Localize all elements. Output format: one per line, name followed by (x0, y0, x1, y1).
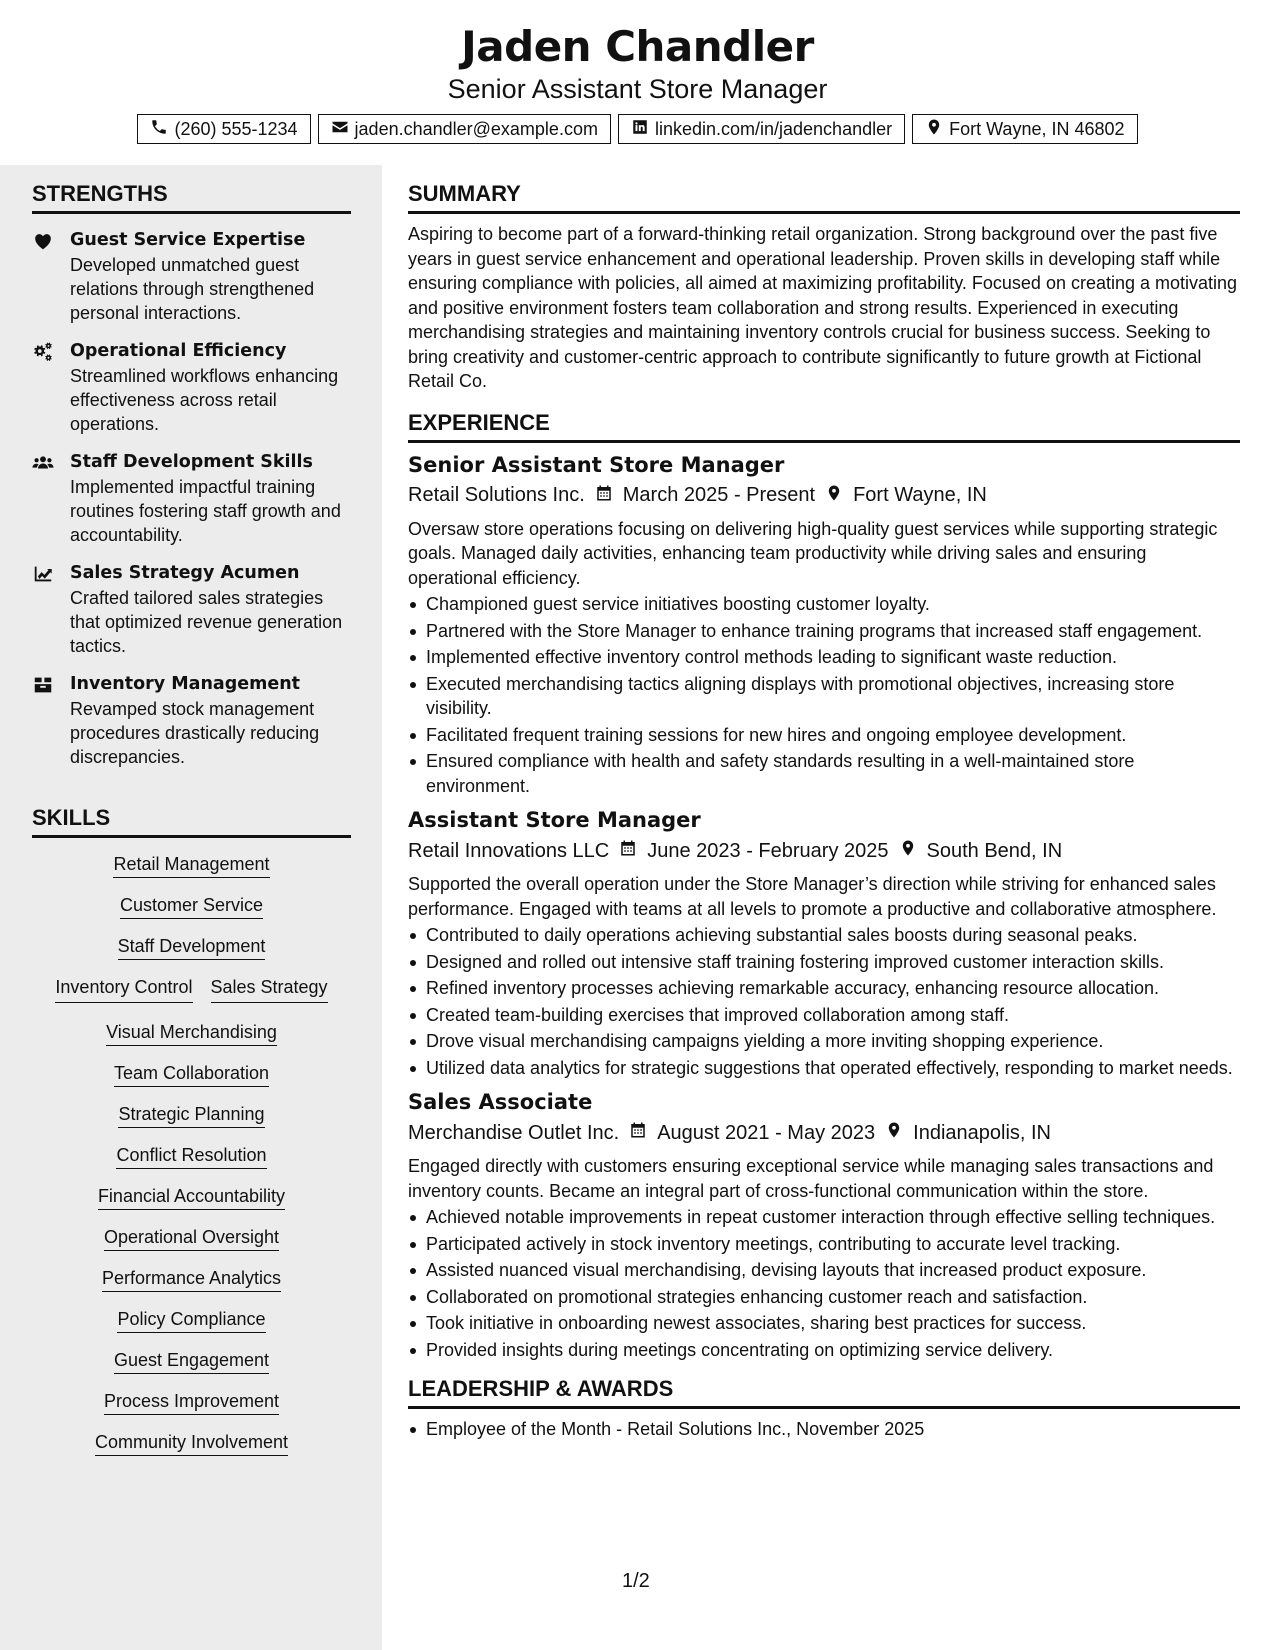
strength-item (32, 228, 351, 325)
strength-desc: Revamped stock management procedures drastically reducing discrepancies. (70, 699, 320, 767)
linkedin-icon (631, 118, 649, 141)
users-icon (32, 450, 70, 547)
skill-tag: Guest Engagement (114, 1350, 269, 1374)
list-item: Assisted nuanced visual merchandising, devising layouts that increased product exposure. (408, 1258, 1240, 1283)
job-location: Fort Wayne, IN (853, 484, 987, 506)
job-description: Supported the overall operation under the Store Manager’s direction while striving for enhanced sales performance. Engaged with teams at all levels to promote a productive and collaborative atmosphere. (408, 874, 1217, 919)
list-item: Achieved notable improvements in repeat customer interaction through effective selling techniques. (408, 1205, 1240, 1230)
skill-tag: Inventory Control (55, 975, 192, 1003)
contact-email[interactable] (318, 114, 611, 144)
list-item: Ensured compliance with health and safety standards resulting in a well-maintained store environment. (408, 749, 1240, 798)
map-pin-icon (925, 118, 943, 141)
job-title: Sales Associate (408, 1090, 593, 1114)
calendar-icon (595, 483, 613, 509)
map-pin-icon (885, 1120, 903, 1146)
list-item: Drove visual merchandising campaigns yielding a more inviting shopping experience. (408, 1029, 1240, 1054)
awards-heading: LEADERSHIP & AWARDS (408, 1376, 1240, 1409)
skills-section (32, 805, 351, 1471)
contact-linkedin[interactable] (618, 114, 905, 144)
strength-title: Staff Development Skills (70, 452, 313, 472)
job-meta (408, 483, 1240, 509)
chart-line-icon (32, 561, 70, 658)
strength-title: Sales Strategy Acumen (70, 563, 300, 583)
job-dates: June 2023 - February 2025 (647, 839, 889, 862)
contact-phone[interactable] (137, 114, 310, 144)
list-item: Designed and rolled out intensive staff training fostering improved customer interaction skills. (408, 950, 1240, 975)
contact-linkedin-text: linkedin.com/in/jadenchandler (654, 118, 893, 139)
strength-desc: Crafted tailored sales strategies that optimized revenue generation tactics. (70, 588, 343, 656)
skill-tag: Operational Oversight (104, 1227, 279, 1251)
job-description: Engaged directly with customers ensuring exceptional service while managing sales transactions and inventory counts. Became an integral part of cross-functional communication within the store. (408, 1156, 1214, 1201)
job-meta (408, 1120, 1240, 1146)
skills-list (32, 852, 351, 1471)
heart-icon (32, 228, 70, 325)
strengths-section (32, 181, 351, 769)
skill-tag: Community Involvement (95, 1432, 288, 1456)
skill-tag: Team Collaboration (114, 1063, 269, 1087)
job-company: Retail Innovations LLC (408, 839, 610, 862)
strength-title: Operational Efficiency (70, 341, 287, 361)
list-item: Took initiative in onboarding newest associates, sharing best practices for success. (408, 1311, 1240, 1336)
summary-text: Aspiring to become part of a forward-thinking retail organization. Strong background over the past five years in guest service enhancement and operational leadership. Proven skills in developing staff while ensuring compliance with policies, all aimed at maximizing profitability. Focused on creating a motivating and positive environment fosters team collaboration and strong results. Experienced in executing merchandising strategies and maintaining inventory controls crucial for business success. Seeking to bring creativity and customer-centric approach to contribute significantly to future growth at Fictional Retail Co. (408, 224, 1238, 391)
awards-section (408, 1376, 1240, 1442)
calendar-icon (619, 838, 637, 864)
job-meta (408, 838, 1240, 864)
job-entry (408, 1090, 1240, 1362)
skill-tag: Visual Merchandising (106, 1022, 277, 1046)
summary-heading: SUMMARY (408, 181, 1240, 214)
list-item: Refined inventory processes achieving remarkable accuracy, enhancing resource allocation. (408, 976, 1240, 1001)
phone-icon (150, 118, 168, 141)
list-item: Implemented effective inventory control methods leading to significant waste reduction. (408, 645, 1240, 670)
skill-tag: Financial Accountability (98, 1186, 285, 1210)
skill-tag: Policy Compliance (117, 1309, 265, 1333)
map-pin-icon (899, 838, 917, 864)
list-item: Provided insights during meetings concentrating on optimizing service delivery. (408, 1338, 1240, 1363)
skill-tag: Retail Management (113, 854, 269, 878)
job-location: South Bend, IN (926, 839, 1063, 862)
contact-phone-text: (260) 555-1234 (174, 118, 298, 139)
skill-tag: Strategic Planning (118, 1104, 264, 1128)
contact-email-text: jaden.chandler@example.com (354, 118, 598, 139)
box-icon (32, 672, 70, 769)
strength-item (32, 561, 351, 658)
map-pin-icon (825, 483, 843, 509)
envelope-icon (331, 118, 349, 141)
candidate-name: Jaden Chandler (461, 22, 814, 71)
strength-desc: Developed unmatched guest relations through strengthened personal interactions. (70, 255, 315, 323)
strength-item (32, 339, 351, 436)
main-content (408, 165, 1240, 1442)
list-item: Facilitated frequent training sessions for new hires and ongoing employee development. (408, 723, 1240, 748)
list-item: Contributed to daily operations achieving substantial sales boosts during seasonal peaks. (408, 923, 1240, 948)
job-title: Senior Assistant Store Manager (408, 452, 785, 477)
contact-bar (0, 114, 1275, 144)
contact-location (912, 114, 1137, 144)
list-item: Employee of the Month - Retail Solutions Inc., November 2025 (408, 1417, 1240, 1442)
skill-tag: Sales Strategy (211, 975, 328, 1003)
list-item: Created team-building exercises that improved collaboration among staff. (408, 1003, 1240, 1028)
job-bullets (408, 592, 1240, 798)
list-item: Partnered with the Store Manager to enhance training programs that increased staff engagement. (408, 619, 1240, 644)
job-title: Assistant Store Manager (408, 808, 701, 832)
list-item: Championed guest service initiatives boosting customer loyalty. (408, 592, 1240, 617)
strengths-heading: STRENGTHS (32, 181, 351, 214)
job-entry (408, 808, 1240, 1080)
strength-desc: Implemented impactful training routines fostering staff growth and accountability. (70, 477, 341, 545)
job-dates: August 2021 - May 2023 (657, 1121, 876, 1144)
gears-icon (32, 339, 70, 436)
skill-tag: Process Improvement (104, 1391, 279, 1415)
job-entry (408, 453, 1240, 799)
job-bullets (408, 923, 1240, 1080)
list-item: Collaborated on promotional strategies enhancing customer reach and satisfaction. (408, 1285, 1240, 1310)
experience-section (408, 410, 1240, 1363)
experience-heading: EXPERIENCE (408, 410, 1240, 443)
job-company: Retail Solutions Inc. (408, 484, 585, 506)
contact-location-text: Fort Wayne, IN 46802 (949, 118, 1125, 139)
awards-list (408, 1417, 1240, 1442)
strength-item (32, 672, 351, 769)
sidebar (0, 165, 382, 1650)
skill-tag: Customer Service (120, 895, 263, 919)
skill-tag: Conflict Resolution (116, 1145, 266, 1169)
job-description: Oversaw store operations focusing on delivering high-quality guest services while supporting strategic goals. Managed daily activities, enhancing team productivity while driving sales and ensuring operational efficiency. (408, 518, 1218, 588)
job-bullets (408, 1205, 1240, 1362)
list-item: Participated actively in stock inventory meetings, contributing to accurate level tracking. (408, 1232, 1240, 1257)
job-location: Indianapolis, IN (913, 1121, 1052, 1144)
page-number: 1/2 (622, 1570, 650, 1592)
candidate-title: Senior Assistant Store Manager (447, 74, 828, 104)
job-company: Merchandise Outlet Inc. (408, 1121, 620, 1144)
list-item: Utilized data analytics for strategic suggestions that operated effectively, responding to market needs. (408, 1056, 1240, 1081)
skill-tag: Performance Analytics (102, 1268, 281, 1292)
strength-desc: Streamlined workflows enhancing effectiveness across retail operations. (70, 366, 339, 434)
calendar-icon (629, 1120, 647, 1146)
resume-header (0, 0, 1275, 165)
skills-heading: SKILLS (32, 805, 351, 838)
strength-item (32, 450, 351, 547)
skill-tag: Staff Development (118, 936, 266, 960)
strength-title: Inventory Management (70, 674, 301, 694)
list-item: Executed merchandising tactics aligning displays with promotional objectives, increasing store visibility. (408, 672, 1240, 721)
strength-title: Guest Service Expertise (70, 230, 306, 250)
summary-section (408, 181, 1240, 394)
job-dates: March 2025 - Present (622, 484, 816, 506)
